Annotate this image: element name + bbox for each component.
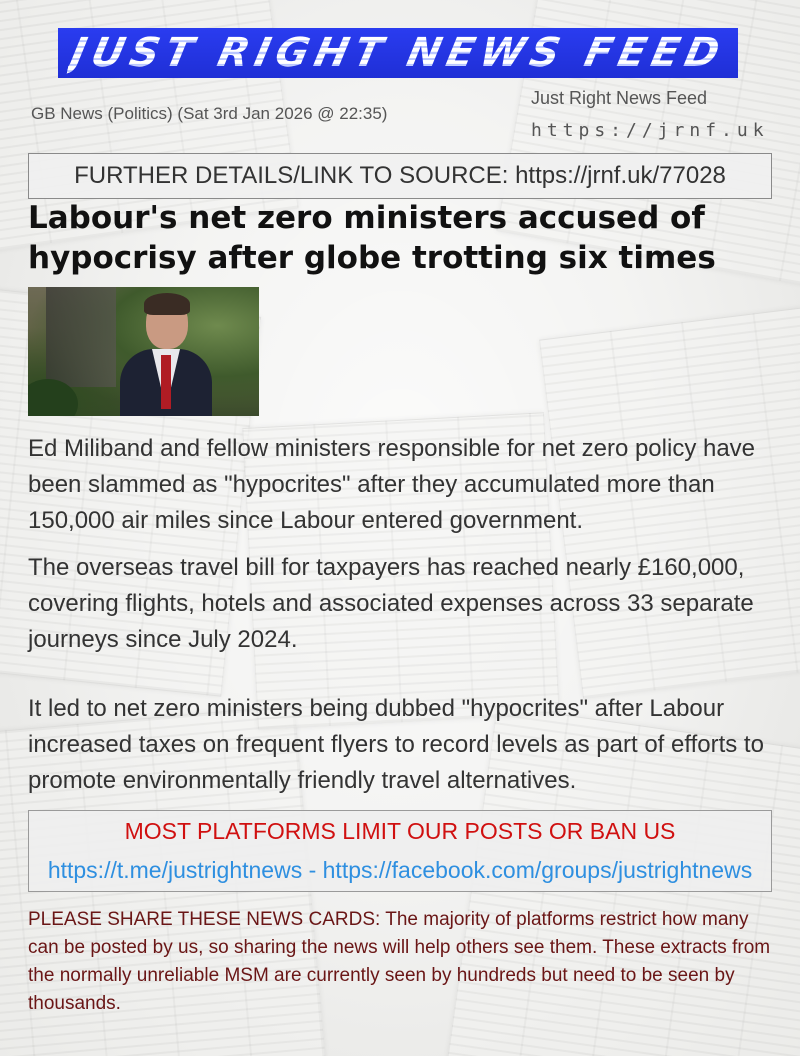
headline: Labour's net zero ministers accused of hypocrisy after globe trotting six times: [28, 200, 716, 276]
source-link-text[interactable]: FURTHER DETAILS/LINK TO SOURCE: https://jrnf.uk/77028: [74, 162, 726, 189]
banner-title: JUST RIGHT NEWS FEED: [66, 30, 730, 76]
article-photo: [28, 287, 259, 416]
share-box: [28, 810, 772, 892]
article-paragraph: The overseas travel bill for taxpayers has reached nearly £160,000, covering flights, hotels and associated expenses across 33 separate journeys since July 2024.: [28, 554, 754, 653]
social-links[interactable]: https://t.me/justrightnews - https://facebook.com/groups/justrightnews: [47, 857, 753, 883]
article-paragraph: It led to net zero ministers being dubbed "hypocrites" after Labour increased taxes on frequent flyers to record levels as part of efforts to promote environmentally friendly travel alternatives.: [28, 695, 764, 794]
site-name: Just Right News Feed: [531, 88, 708, 108]
platform-warning: MOST PLATFORMS LIMIT OUR POSTS OR BAN US: [124, 818, 676, 844]
share-appeal: PLEASE SHARE THESE NEWS CARDS: The majority of platforms restrict how many can be posted by us, so sharing the news will help others see them. These extracts from the normally unreliable MSM are currently seen by hundreds but need to be seen by thousands.: [28, 909, 771, 1014]
masthead-banner: [58, 28, 738, 78]
article-paragraph: Ed Miliband and fellow ministers responsible for net zero policy have been slammed as "hypocrites" after they accumulated more than 150,000 air miles since Labour entered government.: [28, 435, 756, 534]
site-url[interactable]: https://jrnf.uk: [531, 120, 769, 141]
source-link-box[interactable]: [28, 153, 772, 199]
source-and-date: GB News (Politics) (Sat 3rd Jan 2026 @ 22:35): [31, 104, 388, 123]
